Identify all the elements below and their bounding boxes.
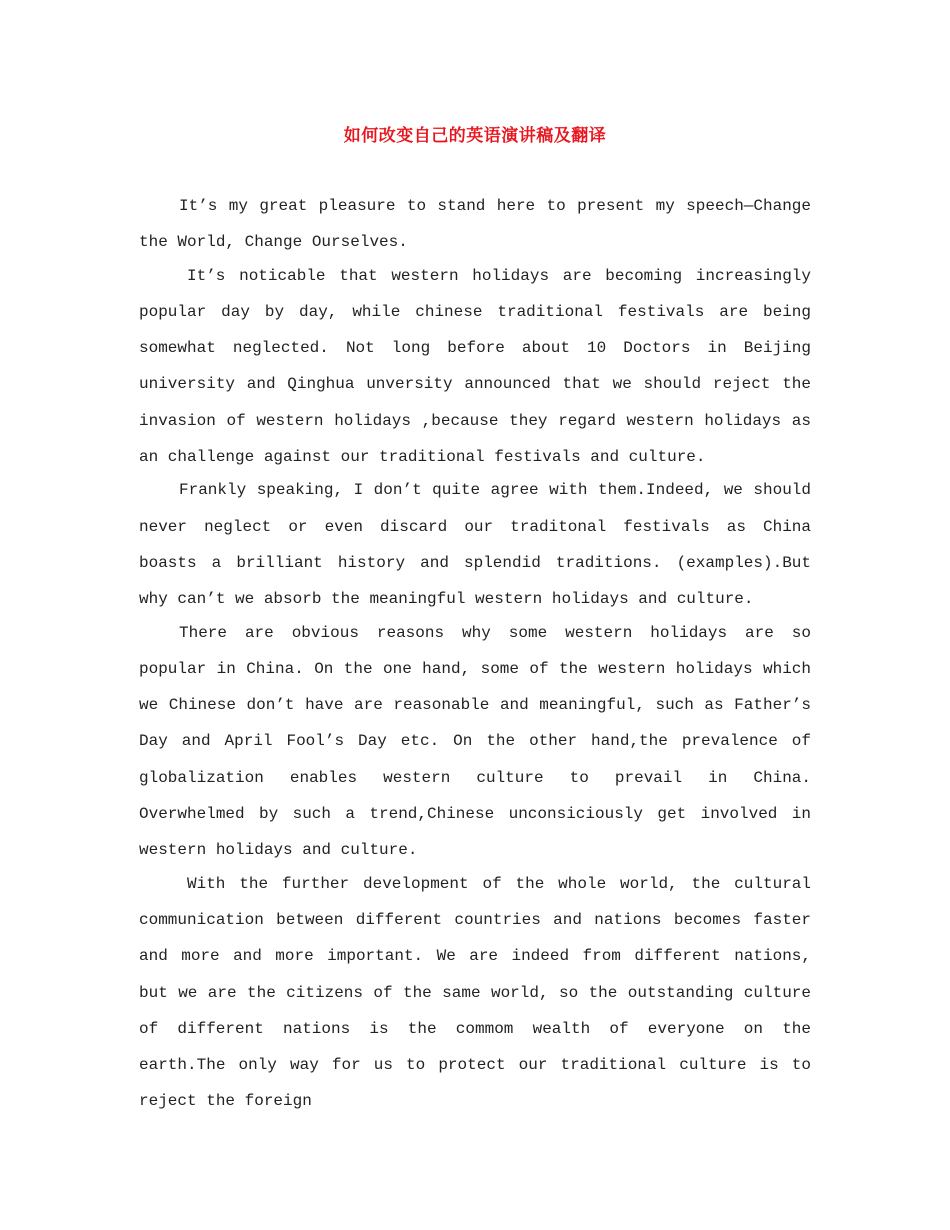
paragraph-5: With the further development of the whole world, the cultural communication between different countries and nations becomes faster and more and more important. We are indeed from different nations, but we are the citizens of the same world, so the outstanding culture of different nations is the commom wealth of everyone on the earth.The only way for us to protect our traditional culture is to reject the foreign xyxy=(139,874,811,1111)
document-body xyxy=(139,188,811,1117)
document-title: 如何改变自己的英语演讲稿及翻译 xyxy=(343,126,607,146)
paragraph-1: It’s my great pleasure to stand here to present my speech—Change the World, Change Ourselves. xyxy=(139,197,811,252)
paragraph-2: It’s noticable that western holidays are becoming increasingly popular day by day, while chinese traditional festivals are being somewhat neglected. Not long before about 10 Doctors in Beijing university and Qinghua unversity announced that we should reject the invasion of western holidays ,because they regard western holidays as an challenge against our traditional festivals and culture. xyxy=(139,266,811,467)
paragraph-4: There are obvious reasons why some western holidays are so popular in China. On the one hand, some of the western holidays which we Chinese don’t have are reasonable and meaningful, such as Father’s Day and April Fool’s Day etc. On the other hand,the prevalence of globalization enables western culture to prevail in China. Overwhelmed by such a trend,Chinese unconsiciously get involved in western holidays and culture. xyxy=(139,623,811,860)
paragraph-3: Frankly speaking, I don’t quite agree with them.Indeed, we should never neglect or even discard our traditonal festivals as China boasts a brilliant history and splendid traditions. (examples).But why can’t we absorb the meaningful western holidays and culture. xyxy=(139,481,811,609)
